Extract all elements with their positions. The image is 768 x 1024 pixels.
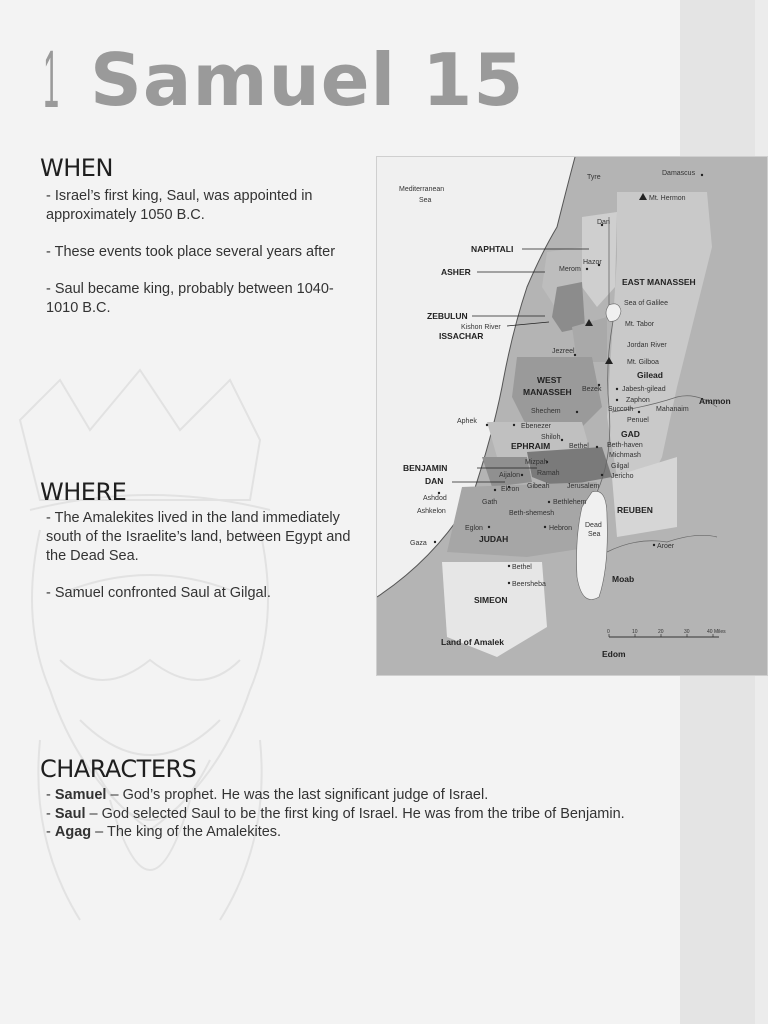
region-label: EPHRAIM [511,441,551,451]
place-label: Dan [597,219,610,226]
king-illustration [0,360,300,960]
character-item: - Agag – The king of the Amalekites. [46,824,282,840]
place-label: Sea of Galilee [624,300,668,307]
place-label: Bethel [569,443,589,450]
when-heading: WHEN [40,154,113,182]
place-label: Hebron [549,525,572,532]
place-label: Kishon River [461,324,501,331]
place-label: Shechem [531,408,561,415]
characters-heading: CHARACTERS [40,755,197,783]
character-item: - Saul – God selected Saul to be the first king of Israel. He was from the tribe of Benjamin. [46,805,625,822]
place-label: Bezek [582,386,602,393]
where-list [46,509,361,621]
place-label: Dead [585,522,602,529]
place-label: Aphek [457,418,477,425]
characters-list [46,786,666,842]
when-list [46,187,361,336]
place-label: Beersheba [512,581,546,588]
region-label: ZEBULUN [427,311,468,321]
place-label: Aroer [657,543,675,550]
title-book: Samuel 15 [90,38,525,122]
character-desc: – The king of the Amalekites. [91,824,282,840]
place-label: Bethel [512,564,532,571]
region-label: GAD [621,429,640,439]
place-label: Mahanaim [656,406,689,413]
character-name: Saul [54,805,86,822]
place-label: Bethlehem [553,499,587,506]
place-label: Ashdod [423,495,447,502]
region-label: BENJAMIN [403,463,448,473]
region-label: SIMEON [474,595,508,605]
scale-tick: 40 Miles [707,629,726,635]
place-label: Tyre [587,174,601,181]
place-label: Gaza [410,540,427,547]
region-label: Moab [612,574,635,584]
map-svg [377,157,768,676]
when-item: - Saul became king, probably between 1040-1010 B.C. [46,281,334,316]
judah-region [447,482,600,557]
title-chapter-number: 1 [43,34,60,125]
place-label: Mt. Tabor [625,321,655,328]
region-label: DAN [425,476,444,486]
place-label: Gilgal [611,463,629,470]
place-label: Ashkelon [417,508,446,515]
where-heading: WHERE [40,478,127,506]
place-label: Mizpah [525,459,548,466]
place-label: Ramah [537,470,560,477]
region-label: ASHER [441,267,471,277]
place-label: Beth-haven [607,442,643,449]
place-label: Ekron [501,486,520,493]
region-label: REUBEN [617,505,653,515]
place-label: Hazor [583,259,602,266]
where-item: - The Amalekites lived in the land immediately south of the Israelite’s land, between Egypt and the Dead Sea. [46,510,351,564]
place-label: Ebenezer [521,423,551,430]
place-label: Merom [559,266,581,273]
region-label: Ammon [699,396,731,406]
scale-tick: 0 [607,629,610,635]
israel-tribes-map [376,156,768,676]
place-label: Shiloh [541,434,561,441]
when-item: - These events took place several years after [46,244,336,260]
place-label: Jerusalem [567,483,600,490]
place-label: Mt. Hermon [649,195,686,202]
region-label: MANASSEH [523,387,572,397]
region-label: Gilead [637,370,663,380]
scale-tick: 20 [658,629,664,635]
when-item: - Israel’s first king, Saul, was appointed in approximately 1050 B.C. [46,188,313,223]
region-label: Edom [602,649,626,659]
region-label: JUDAH [479,534,509,544]
character-name: Agag [54,824,92,840]
region-label: Land of Amalek [441,637,504,647]
character-desc: – God selected Saul to be the first king of Israel. He was from the tribe of Benjamin. [85,805,625,822]
place-label: Damascus [662,170,696,177]
mediterranean-label: Sea [419,197,432,204]
character-desc: – God’s prophet. He was the last significant judge of Israel. [106,787,489,803]
region-label: WEST [537,375,562,385]
place-label: Jordan River [627,342,667,349]
scale-tick: 10 [632,629,638,635]
where-item: - Samuel confronted Saul at Gilgal. [46,585,271,601]
place-label: Jabesh-gilead [622,386,666,393]
character-item: - Samuel – God’s prophet. He was the last significant judge of Israel. [46,787,489,803]
place-label: Michmash [609,452,641,459]
mediterranean-label: Mediterranean [399,186,445,193]
place-label: Zaphon [626,397,650,404]
place-label: Jezreel [552,348,575,355]
region-label: NAPHTALI [471,244,514,254]
place-label: Penuel [627,417,649,424]
page-title [36,30,525,130]
place-label: Gath [482,499,498,506]
place-label: Aijalon [499,472,521,479]
scale-tick: 30 [684,629,690,635]
place-label: Beth-shemesh [509,510,555,517]
place-label: Eglon [465,525,483,532]
place-label: Gibeah [527,483,550,490]
place-label: Succoth [608,406,634,413]
region-label: ISSACHAR [439,331,484,341]
place-label: Mt. Gilboa [627,359,659,366]
character-name: Samuel [54,787,107,803]
place-label: Jericho [611,473,634,480]
region-label: EAST MANASSEH [622,277,696,287]
place-label: Sea [588,531,601,538]
